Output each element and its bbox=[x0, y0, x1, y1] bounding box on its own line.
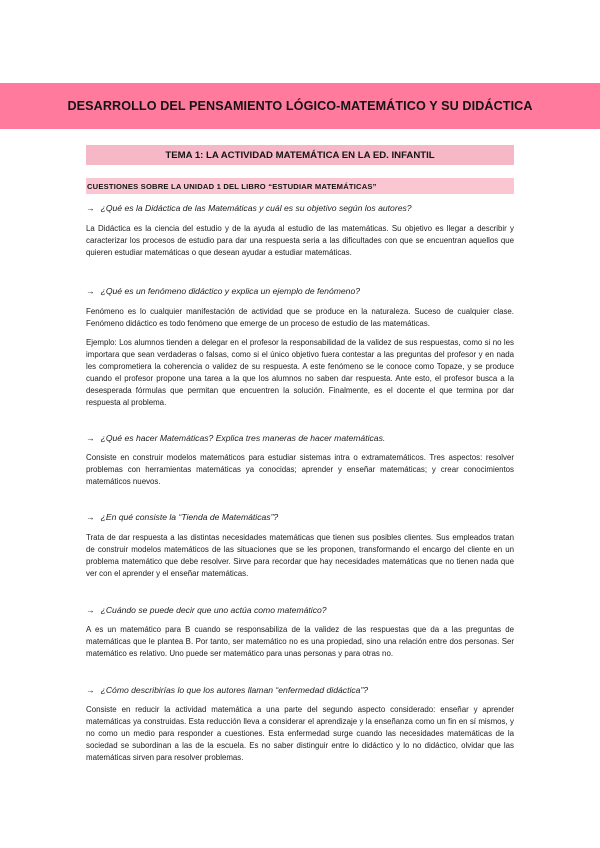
question-5 bbox=[86, 604, 514, 616]
document-title-banner bbox=[0, 83, 600, 129]
answer-block-2a bbox=[86, 306, 514, 330]
arrow-icon: → bbox=[86, 433, 95, 443]
answer-paragraph: La Didáctica es la ciencia del estudio y de la ayuda al estudio de las matemáticas. Su objetivo es llegar a describir y caracterizar los procesos de estudio para dar una respuesta seria a las dificultades con que se encuentran aquellos que quieren estudiar matemáticas o que desean ayudar a estudiar matemáticas. bbox=[86, 224, 514, 257]
section-heading-bar bbox=[86, 178, 514, 194]
question-text: ¿Cómo describirías lo que los autores llaman “enfermedad didáctica”? bbox=[100, 685, 369, 695]
question-block-5 bbox=[86, 604, 514, 616]
answer-paragraph: Consiste en construir modelos matemáticos para estudiar sistemas intra o extramatemáticos. Tres aspectos: resolver problemas con herramientas matemáticas ya conocidas; aprender y enseñar matemáticas; y crear conocimientos matemáticos nuevos. bbox=[86, 453, 514, 486]
answer-paragraph: Consiste en reducir la actividad matemática a una parte del segundo aspecto considerado: enseñar y aprender matemáticas ya construidas. Esta reducción lleva a considerar el aprendizaje y la enseñanza como un fin en sí mismos, y no como un medio para responder a cuestiones. Esta enfermedad surge cuando las necesidades matemáticas de la sociedad se subordinan a las de la escuela. Es no saber distinguir entre lo didáctico y lo no didáctico, olvidar que las matemáticas sirven para resolver problemas. bbox=[86, 705, 514, 762]
section-title: CUESTIONES SOBRE LA UNIDAD 1 DEL LIBRO “ESTUDIAR MATEMÁTICAS” bbox=[87, 181, 377, 191]
question-block-4 bbox=[86, 511, 514, 523]
question-text: ¿Qué es un fenómeno didáctico y explica un ejemplo de fenómeno? bbox=[100, 286, 361, 296]
question-1 bbox=[86, 202, 514, 214]
answer-block-6 bbox=[86, 704, 514, 764]
arrow-icon: → bbox=[86, 203, 95, 213]
answer-paragraph: Fenómeno es lo cualquier manifestación de actividad que se produce en la naturaleza. Suceso de cualquier clase. Fenómeno didáctico es todo fenómeno que emerge de un proceso de estudio de las matemáticas. bbox=[86, 307, 514, 328]
document-title: DESARROLLO DEL PENSAMIENTO LÓGICO-MATEMÁTICO Y SU DIDÁCTICA bbox=[67, 99, 533, 113]
question-block-6 bbox=[86, 684, 514, 696]
question-4 bbox=[86, 511, 514, 523]
answer-block-5 bbox=[86, 624, 514, 660]
question-block-3 bbox=[86, 432, 514, 444]
question-block-2 bbox=[86, 285, 514, 297]
question-text: ¿En qué consiste la “Tienda de Matemáticas”? bbox=[100, 512, 279, 522]
arrow-icon: → bbox=[86, 512, 95, 522]
question-text: ¿Qué es la Didáctica de las Matemáticas y cuál es su objetivo según los autores? bbox=[100, 203, 412, 213]
answer-block-4 bbox=[86, 532, 514, 580]
answer-block-2b bbox=[86, 337, 514, 408]
question-text: ¿Cuándo se puede decir que uno actúa como matemático? bbox=[100, 605, 327, 615]
answer-paragraph: Trata de dar respuesta a las distintas necesidades matemáticas que tienen sus posibles clientes. Sus empleados tratan de construir modelos matemáticos de las situaciones que se les proponen, transformando el encargo del cliente en un problema matemático que debe resolver. Sirve para recordar que hay necesidades matemáticas que no tienen nada que ver con el aprender y el enseñar matemáticas. bbox=[86, 533, 514, 578]
tema-heading-bar bbox=[86, 145, 514, 165]
answer-block-3 bbox=[86, 452, 514, 488]
question-3 bbox=[86, 432, 514, 444]
example-paragraph: Ejemplo: Los alumnos tienden a delegar en el profesor la responsabilidad de la validez de sus respuestas, como si no les importara que sean verdaderas o falsas, como si el único objetivo fuera contestar a las preguntas del profesor y en nada les comprometiera la coherencia o validez de su respuesta. A este fenómeno se le conoce como Topaze, y se produce cuando el profesor propone una tarea a la que los alumnos no saben dar respuesta. Ante esto, el profesor busca a la desesperada fórmulas que permitan que encuentren la solución. Finalmente, es el docente el que termina por dar respuesta al problema. bbox=[86, 338, 514, 407]
arrow-icon: → bbox=[86, 685, 95, 695]
arrow-icon: → bbox=[86, 605, 95, 615]
question-block-1 bbox=[86, 202, 514, 214]
question-6 bbox=[86, 684, 514, 696]
tema-title: TEMA 1: LA ACTIVIDAD MATEMÁTICA EN LA ED. INFANTIL bbox=[165, 149, 435, 161]
answer-paragraph: A es un matemático para B cuando se responsabiliza de la validez de las respuestas que da a las preguntas de matemáticas que le plantea B. Por tanto, ser matemático no es una propiedad, sino una relación entre dos personas. Ser matemático es relativo. Uno puede ser matemático para unas personas y para otras no. bbox=[86, 625, 514, 658]
question-text: ¿Qué es hacer Matemáticas? Explica tres maneras de hacer matemáticas. bbox=[100, 433, 386, 443]
answer-block-1 bbox=[86, 223, 514, 259]
question-2 bbox=[86, 285, 514, 297]
arrow-icon: → bbox=[86, 286, 95, 296]
